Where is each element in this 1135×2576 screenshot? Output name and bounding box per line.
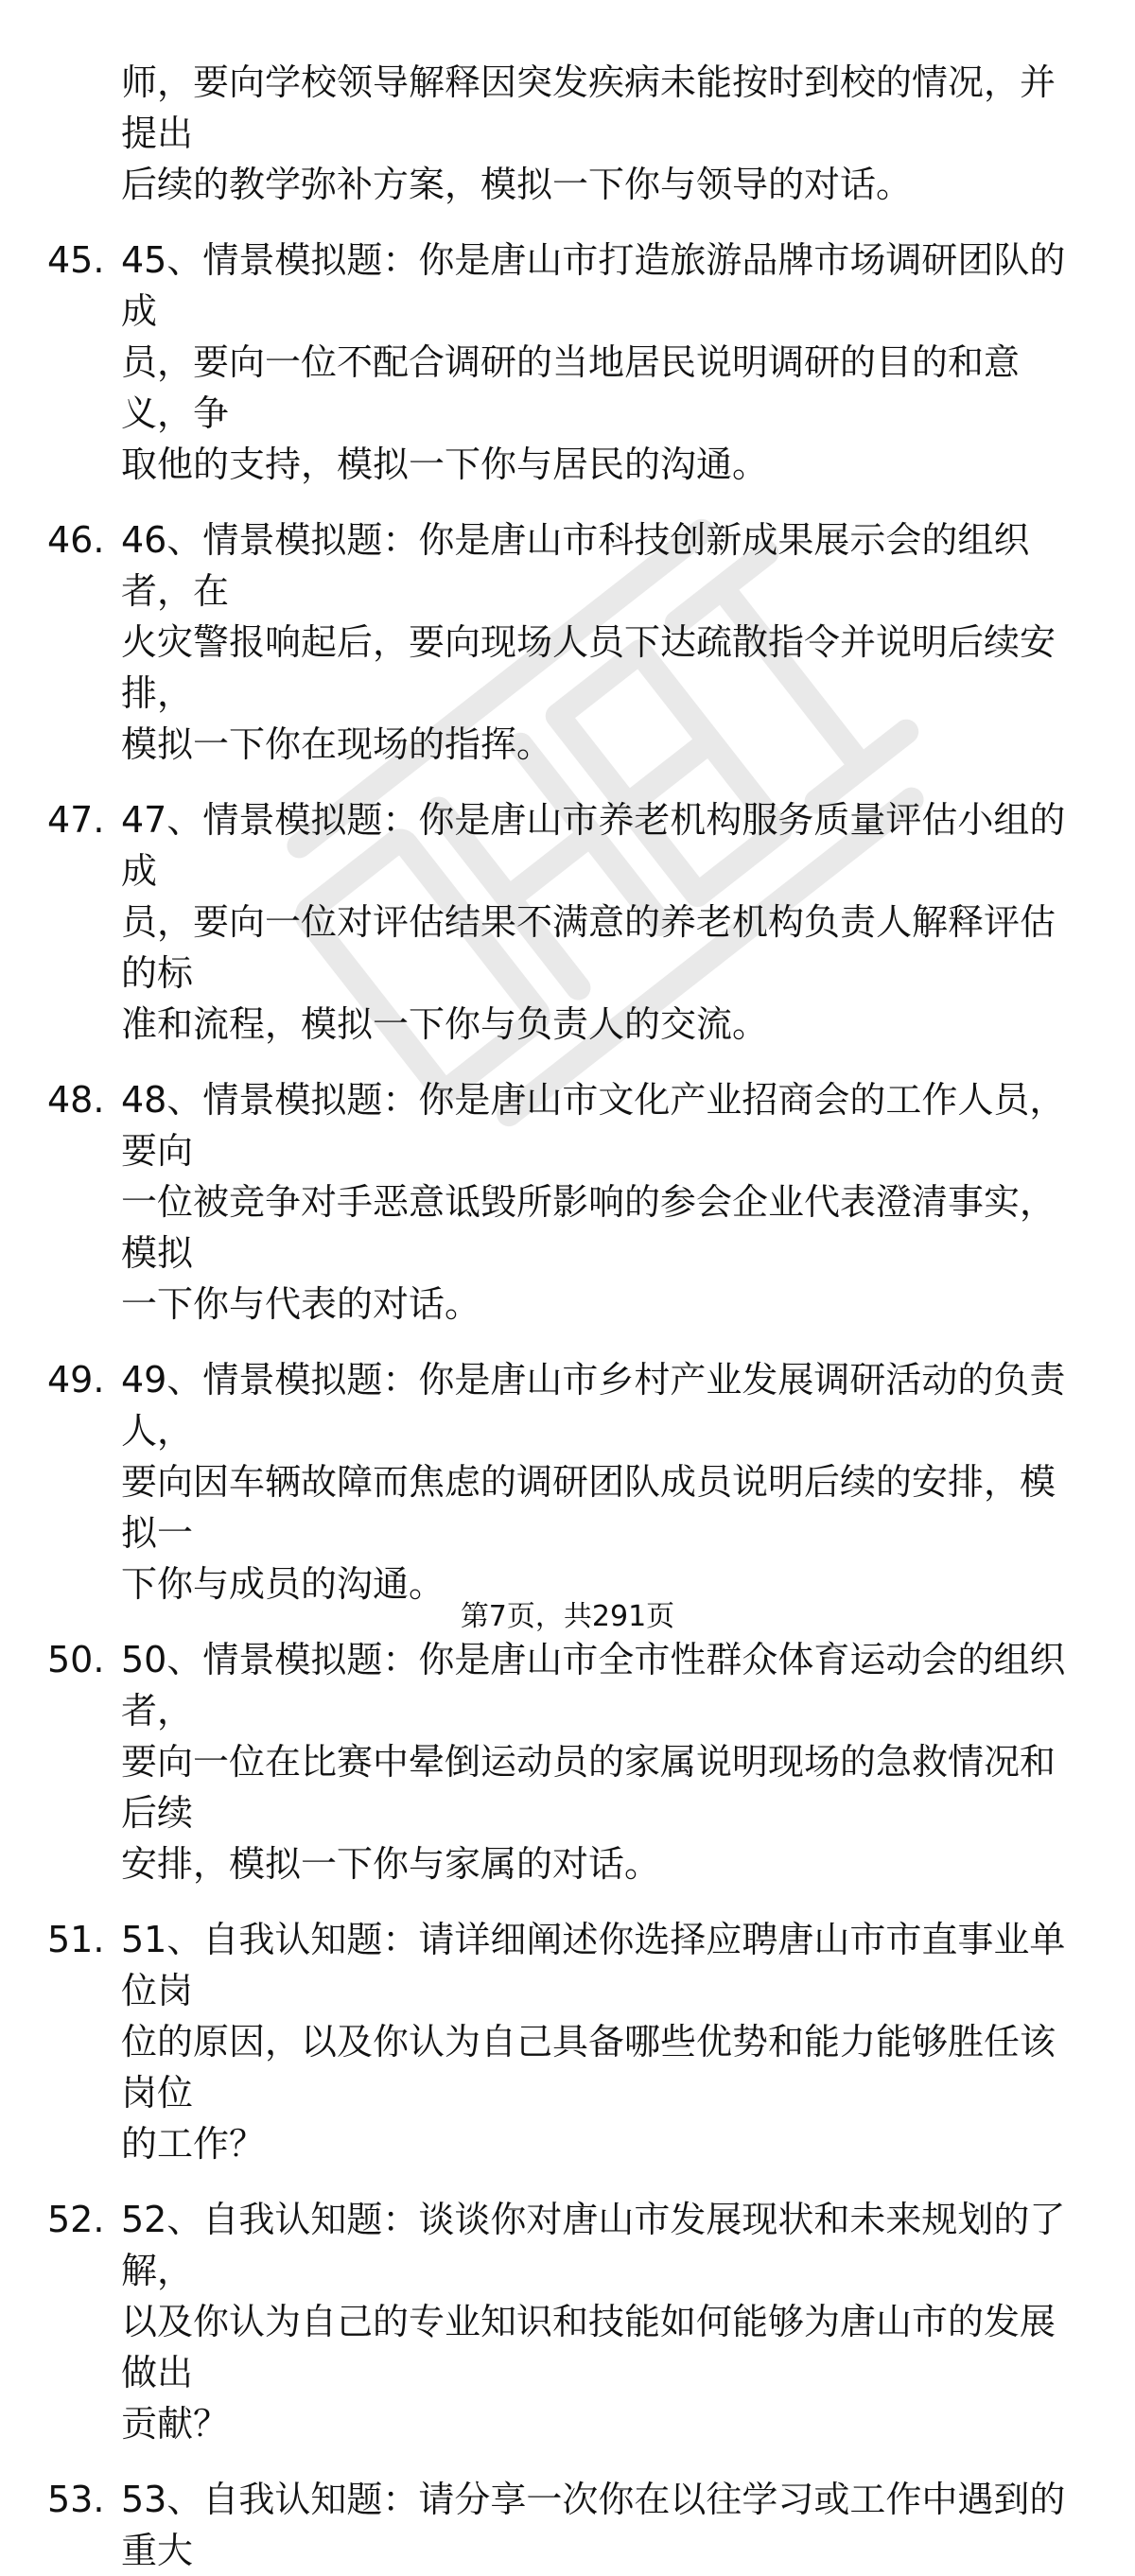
text-line: 要向一位在比赛中晕倒运动员的家属说明现场的急救情况和后续 (121, 1741, 1056, 1834)
text-line: 一位被竞争对手恶意诋毁所影响的参会企业代表澄清事实，模拟 (121, 1181, 1056, 1274)
item-text (121, 514, 1078, 770)
item-number: 46. (47, 519, 105, 561)
item-number: 49. (47, 1359, 105, 1401)
item-number: 45. (47, 239, 105, 281)
text-line: 取他的支持，模拟一下你与居民的沟通。 (121, 444, 769, 485)
text-line: 一下你与代表的对话。 (121, 1283, 481, 1325)
item-text (121, 1074, 1078, 1330)
item-text (121, 1354, 1078, 1610)
text-line: 下你与成员的沟通。 (121, 1563, 445, 1605)
page-footer: 第7页，共291页 (460, 1600, 675, 1633)
text-line: 46、情景模拟题：你是唐山市科技创新成果展示会的组织者，在 (121, 519, 1030, 612)
item-text (121, 1914, 1078, 2169)
list-item (0, 1634, 1135, 1889)
item-number: 47. (47, 799, 105, 841)
text-line: 模拟一下你在现场的指挥。 (121, 723, 553, 765)
item-text (121, 2474, 1078, 2576)
text-line: 准和流程，模拟一下你与负责人的交流。 (121, 1003, 769, 1045)
text-line: 安排，模拟一下你与家属的对话。 (121, 1843, 661, 1885)
text-line: 45、情景模拟题：你是唐山市打造旅游品牌市场调研团队的成 (121, 239, 1066, 332)
text-line: 师，要向学校领导解释因突发疾病未能按时到校的情况，并提出 (121, 61, 1056, 154)
text-line: 50、情景模拟题：你是唐山市全市性群众体育运动会的组织者， (121, 1639, 1066, 1732)
list-item (0, 2474, 1135, 2576)
item-number: 48. (47, 1079, 105, 1121)
text-line: 火灾警报响起后，要向现场人员下达疏散指令并说明后续安排， (121, 621, 1056, 714)
text-line: 48、情景模拟题：你是唐山市文化产业招商会的工作人员，要向 (121, 1079, 1066, 1172)
list-item (0, 514, 1135, 770)
item-text (121, 794, 1078, 1050)
item-number: 52. (47, 2199, 105, 2240)
list-item (0, 1074, 1135, 1330)
text-line: 位的原因，以及你认为自己具备哪些优势和能力能够胜任该岗位 (121, 2021, 1056, 2114)
text-line: 51、自我认知题：请详细阐述你选择应聘唐山市市直事业单位岗 (121, 1919, 1066, 2011)
item-text (121, 235, 1078, 490)
text-line: 员，要向一位不配合调研的当地居民说明调研的目的和意义，争 (121, 341, 1021, 434)
item-text (121, 1634, 1078, 1889)
text-line: 后续的教学弥补方案，模拟一下你与领导的对话。 (121, 164, 913, 205)
text-line: 49、情景模拟题：你是唐山市乡村产业发展调研活动的负责人， (121, 1359, 1066, 1452)
text-line: 员，要向一位对评估结果不满意的养老机构负责人解释评估的标 (121, 901, 1056, 994)
list-item (0, 1354, 1135, 1610)
list-item (0, 794, 1135, 1050)
item-text (121, 2194, 1078, 2449)
item-number: 51. (47, 1919, 105, 1960)
text-line: 贡献？ (121, 2403, 230, 2445)
list-item (0, 2194, 1135, 2449)
text-line: 47、情景模拟题：你是唐山市养老机构服务质量评估小组的成 (121, 799, 1066, 892)
list-item (0, 1914, 1135, 2169)
text-line: 以及你认为自己的专业知识和技能如何能够为唐山市的发展做出 (121, 2301, 1056, 2393)
text-line: 要向因车辆故障而焦虑的调研团队成员说明后续的安排，模拟一 (121, 1461, 1056, 1554)
item-number: 53. (47, 2479, 105, 2520)
text-line: 53、自我认知题：请分享一次你在以往学习或工作中遇到的重大 (121, 2479, 1066, 2571)
text-line: 52、自我认知题：谈谈你对唐山市发展现状和未来规划的了解， (121, 2199, 1066, 2291)
continued-paragraph (121, 57, 1078, 210)
list-item (0, 235, 1135, 490)
text-line: 的工作？ (121, 2123, 266, 2165)
item-number: 50. (47, 1639, 105, 1680)
